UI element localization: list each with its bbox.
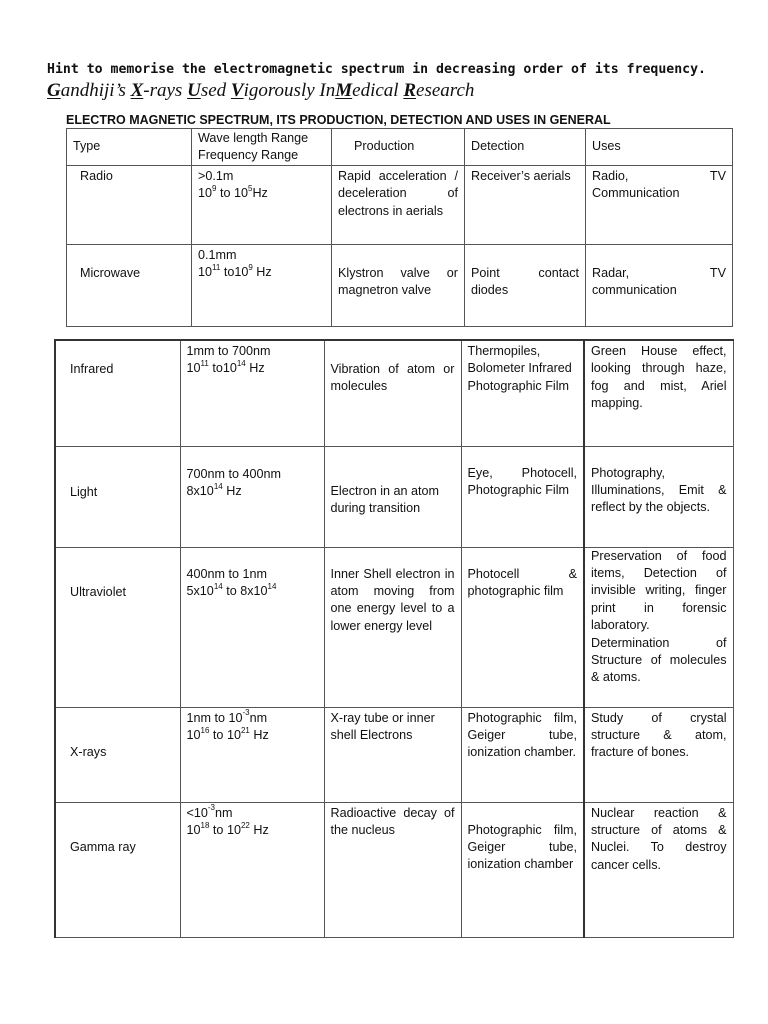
mnemonic-word: Medical (335, 80, 404, 101)
mnemonic-word: X-rays (130, 80, 188, 101)
cell-production: Klystron valve or magnetron valve (332, 244, 465, 326)
cell-detection: Photographic film, Geiger tube, ionization chamber. (461, 707, 584, 802)
cell-uses: Nuclear reaction & structure of atoms & Nuclei. To destroy cancer cells. (584, 802, 733, 937)
cell-type: X-rays (55, 707, 180, 802)
header-uses: Uses (586, 129, 733, 166)
cell-uses: Preservation of food items, Detection of invisible writing, finger print in forensic laboratory. Determination of Structure of molecules & atoms. (584, 547, 733, 707)
header-range: Wave length Range Frequency Range (192, 129, 332, 166)
cell-uses: Green House effect, looking through haze, fog and mist, Ariel mapping. (584, 340, 733, 446)
cell-production: X-ray tube or inner shell Electrons (324, 707, 461, 802)
cell-detection: Eye, Photocell, Photographic Film (461, 446, 584, 547)
frequency-range: $10^{11}$ $to10^{14}$ Hz (186, 359, 265, 376)
table-title: ELECTRO MAGNETIC SPECTRUM, ITS PRODUCTION, DETECTION AND USES IN GENERAL (66, 113, 611, 127)
cell-range: 1mm to 700nm $10^{11}$ $to10^{14}$ Hz (180, 340, 324, 446)
table-row-x-rays (55, 707, 733, 802)
table-row-microwave (67, 244, 733, 326)
frequency-range: $10^{11}$ $to10^9$ Hz (198, 263, 272, 280)
cell-range (180, 707, 324, 802)
mnemonic-word: Gandhiji’s (47, 80, 131, 101)
header-production: Production (332, 129, 465, 166)
cell-range: 0.1mm $10^{11}$ $to10^9$ Hz (192, 244, 332, 326)
spectrum-table-part-2 (54, 339, 734, 938)
cell-production: Vibration of atom or molecules (324, 340, 461, 446)
mnemonic-line (47, 80, 474, 102)
frequency-range: $10^9$ to $10^5Hz$ (198, 184, 268, 201)
hint-heading: Hint to memorise the electromagnetic spectrum in decreasing order of its frequency. (47, 62, 706, 77)
frequency-range: $10^{18}$ to $10^{22}$ Hz (186, 820, 269, 837)
table-row-gamma-ray (55, 802, 733, 937)
cell-range: >0.1m $10^9$ to $10^5Hz$ (192, 165, 332, 244)
table-row-radio (67, 165, 733, 244)
cell-type: Infrared (55, 340, 180, 446)
cell-detection: Photocell & photographic film (461, 547, 584, 707)
spectrum-table-part-1 (66, 128, 733, 327)
mnemonic-word: Vigorously In (230, 80, 336, 101)
cell-uses: Radar, TV communication (586, 244, 733, 326)
mnemonic-word: Used (187, 80, 231, 101)
cell-type: Gamma ray (55, 802, 180, 937)
cell-range: 700nm to 400nm $8x10^{14}$ Hz (180, 446, 324, 547)
table-row-infrared (55, 340, 733, 446)
table-row-light (55, 446, 733, 547)
cell-uses: Photography, Illuminations, Emit & reflect by the objects. (584, 446, 733, 547)
cell-production: Rapid acceleration / deceleration of electrons in aerials (332, 165, 465, 244)
cell-uses: Radio, TV Communication (586, 165, 733, 244)
frequency-range: $5x10^{14}$ to $8x10^{14}$ (186, 581, 277, 598)
table-row-ultraviolet (55, 547, 733, 707)
cell-production: Radioactive decay of the nucleus (324, 802, 461, 937)
cell-production: Electron in an atom during transition (324, 446, 461, 547)
cell-range: 400nm to 1nm $5x10^{14}$ to $8x10^{14}$ (180, 547, 324, 707)
cell-type: Ultraviolet (55, 547, 180, 707)
cell-detection: Receiver’s aerials (465, 165, 586, 244)
wavelength-range: 1nm to $10^{-3}nm$ (186, 708, 268, 725)
cell-detection: Point contact diodes (465, 244, 586, 326)
cell-production: Inner Shell electron in atom moving from one energy level to a lower energy level (324, 547, 461, 707)
header-type: Type (67, 129, 192, 166)
cell-detection: Photographic film, Geiger tube, ionization chamber (461, 802, 584, 937)
cell-type: Microwave (67, 244, 192, 326)
wavelength-range: $<10^{-3}nm$ (186, 803, 233, 820)
frequency-range: $8x10^{14}$ Hz (186, 481, 242, 498)
table-header-row (67, 129, 733, 166)
cell-uses: Study of crystal structure & atom, fracture of bones. (584, 707, 733, 802)
frequency-range: $10^{16}$ to $10^{21}$ Hz (186, 725, 269, 742)
cell-range (180, 802, 324, 937)
header-detection: Detection (465, 129, 586, 166)
mnemonic-word: Research (403, 80, 475, 101)
cell-detection: Thermopiles, Bolometer Infrared Photographic Film (461, 340, 584, 446)
cell-type: Light (55, 446, 180, 547)
cell-type: Radio (67, 165, 192, 244)
